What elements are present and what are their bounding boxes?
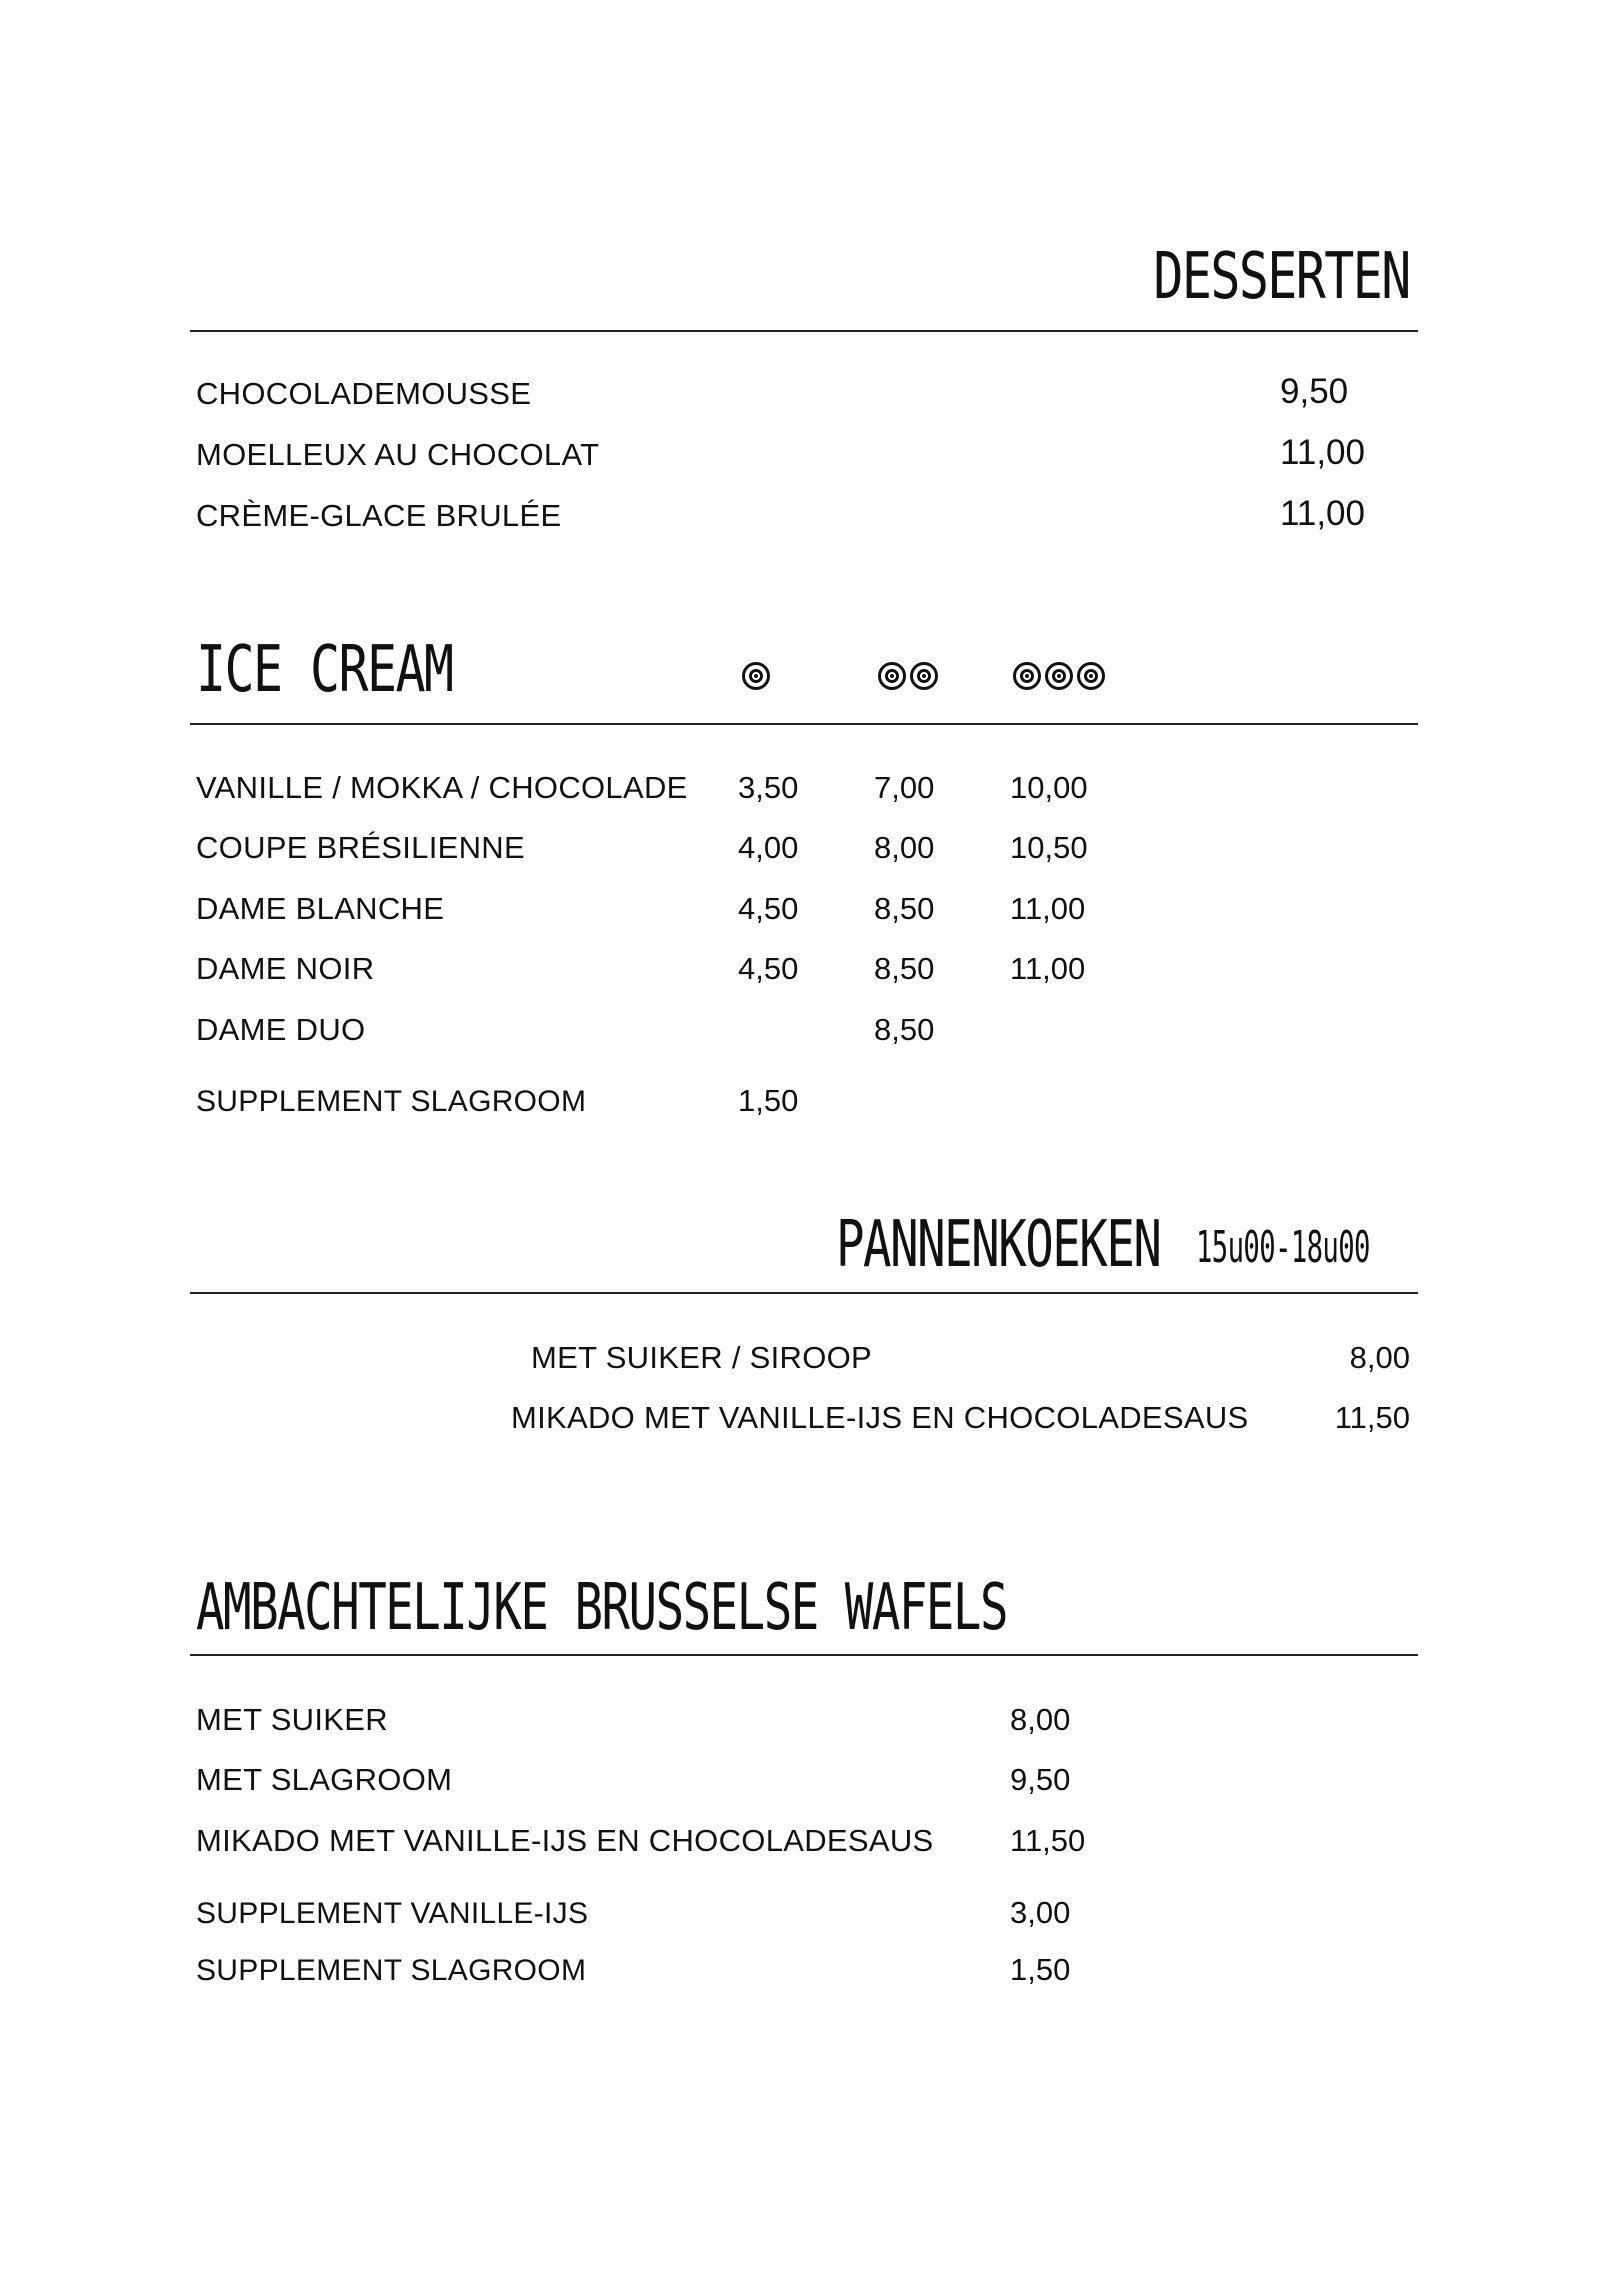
price-one-scoop: 4,50: [738, 891, 799, 926]
menu-item-name: MIKADO MET VANILLE-IJS EN CHOCOLADESAUS: [511, 1400, 1249, 1435]
section-title-pannenkoeken: PANNENKOEKEN: [836, 1208, 1161, 1282]
menu-item-price: 8,00: [1010, 1702, 1071, 1737]
menu-item-name: MET SUIKER / SIROOP: [531, 1340, 873, 1375]
menu-item-name: MET SUIKER: [196, 1702, 388, 1737]
menu-item-name: MIKADO MET VANILLE-IJS EN CHOCOLADESAUS: [196, 1823, 934, 1858]
ice-cream-scoop-icon: [1045, 662, 1073, 690]
two-scoops-header: [878, 662, 938, 702]
three-scoops-header: [1013, 662, 1105, 702]
section-title-wafels: AMBACHTELIJKE BRUSSELSE WAFELS: [196, 1571, 1007, 1645]
menu-item-name: CHOCOLADEMOUSSE: [196, 376, 532, 411]
supplement-name: SUPPLEMENT SLAGROOM: [196, 1954, 587, 1987]
menu-item-price: 11,00: [1280, 494, 1365, 533]
price-two-scoops: 8,00: [874, 830, 935, 865]
supplement-price: 3,00: [1010, 1895, 1071, 1930]
one-scoop-header: [742, 662, 770, 702]
menu-item-price: 9,50: [1280, 372, 1349, 411]
menu-item-name: MOELLEUX AU CHOCOLAT: [196, 437, 600, 472]
pannenkoeken-hours: 15u00-18u00: [1196, 1222, 1370, 1273]
divider: [190, 330, 1418, 332]
menu-item-name: DAME DUO: [196, 1012, 366, 1047]
menu-item-price: 9,50: [1010, 1762, 1071, 1797]
supplement-name: SUPPLEMENT VANILLE-IJS: [196, 1897, 589, 1930]
price-one-scoop: 4,50: [738, 951, 799, 986]
price-one-scoop: 3,50: [738, 770, 799, 805]
section-title-ice-cream: ICE CREAM: [196, 633, 453, 707]
menu-item-name: DAME NOIR: [196, 951, 375, 986]
divider: [190, 723, 1418, 725]
ice-cream-scoop-icon: [878, 662, 906, 690]
menu-item-name: CRÈME-GLACE BRULÉE: [196, 498, 562, 533]
price-three-scoops: 11,00: [1010, 951, 1086, 986]
supplement-price: 1,50: [1010, 1952, 1071, 1987]
menu-item-price: 11,00: [1280, 433, 1365, 472]
menu-item-name: COUPE BRÉSILIENNE: [196, 830, 525, 865]
menu-item-price: 8,00: [1349, 1340, 1410, 1375]
menu-item-price: 11,50: [1010, 1823, 1086, 1858]
price-two-scoops: 7,00: [874, 770, 935, 805]
ice-cream-scoop-icon: [1013, 662, 1041, 690]
section-title-desserten: DESSERTEN: [1153, 240, 1410, 314]
price-three-scoops: 10,00: [1010, 770, 1088, 805]
ice-cream-scoop-icon: [742, 662, 770, 690]
supplement-name: SUPPLEMENT SLAGROOM: [196, 1085, 587, 1118]
ice-cream-scoop-icon: [910, 662, 938, 690]
menu-item-name: DAME BLANCHE: [196, 891, 445, 926]
ice-cream-scoop-icon: [1077, 662, 1105, 690]
price-three-scoops: 11,00: [1010, 891, 1086, 926]
price-three-scoops: 10,50: [1010, 830, 1088, 865]
supplement-price: 1,50: [738, 1083, 799, 1118]
menu-item-name: VANILLE / MOKKA / CHOCOLADE: [196, 770, 688, 805]
divider: [190, 1654, 1418, 1656]
price-one-scoop: 4,00: [738, 830, 799, 865]
divider: [190, 1292, 1418, 1294]
price-two-scoops: 8,50: [874, 891, 935, 926]
price-two-scoops: 8,50: [874, 1012, 935, 1047]
price-two-scoops: 8,50: [874, 951, 935, 986]
menu-item-name: MET SLAGROOM: [196, 1762, 453, 1797]
menu-item-price: 11,50: [1334, 1400, 1410, 1435]
